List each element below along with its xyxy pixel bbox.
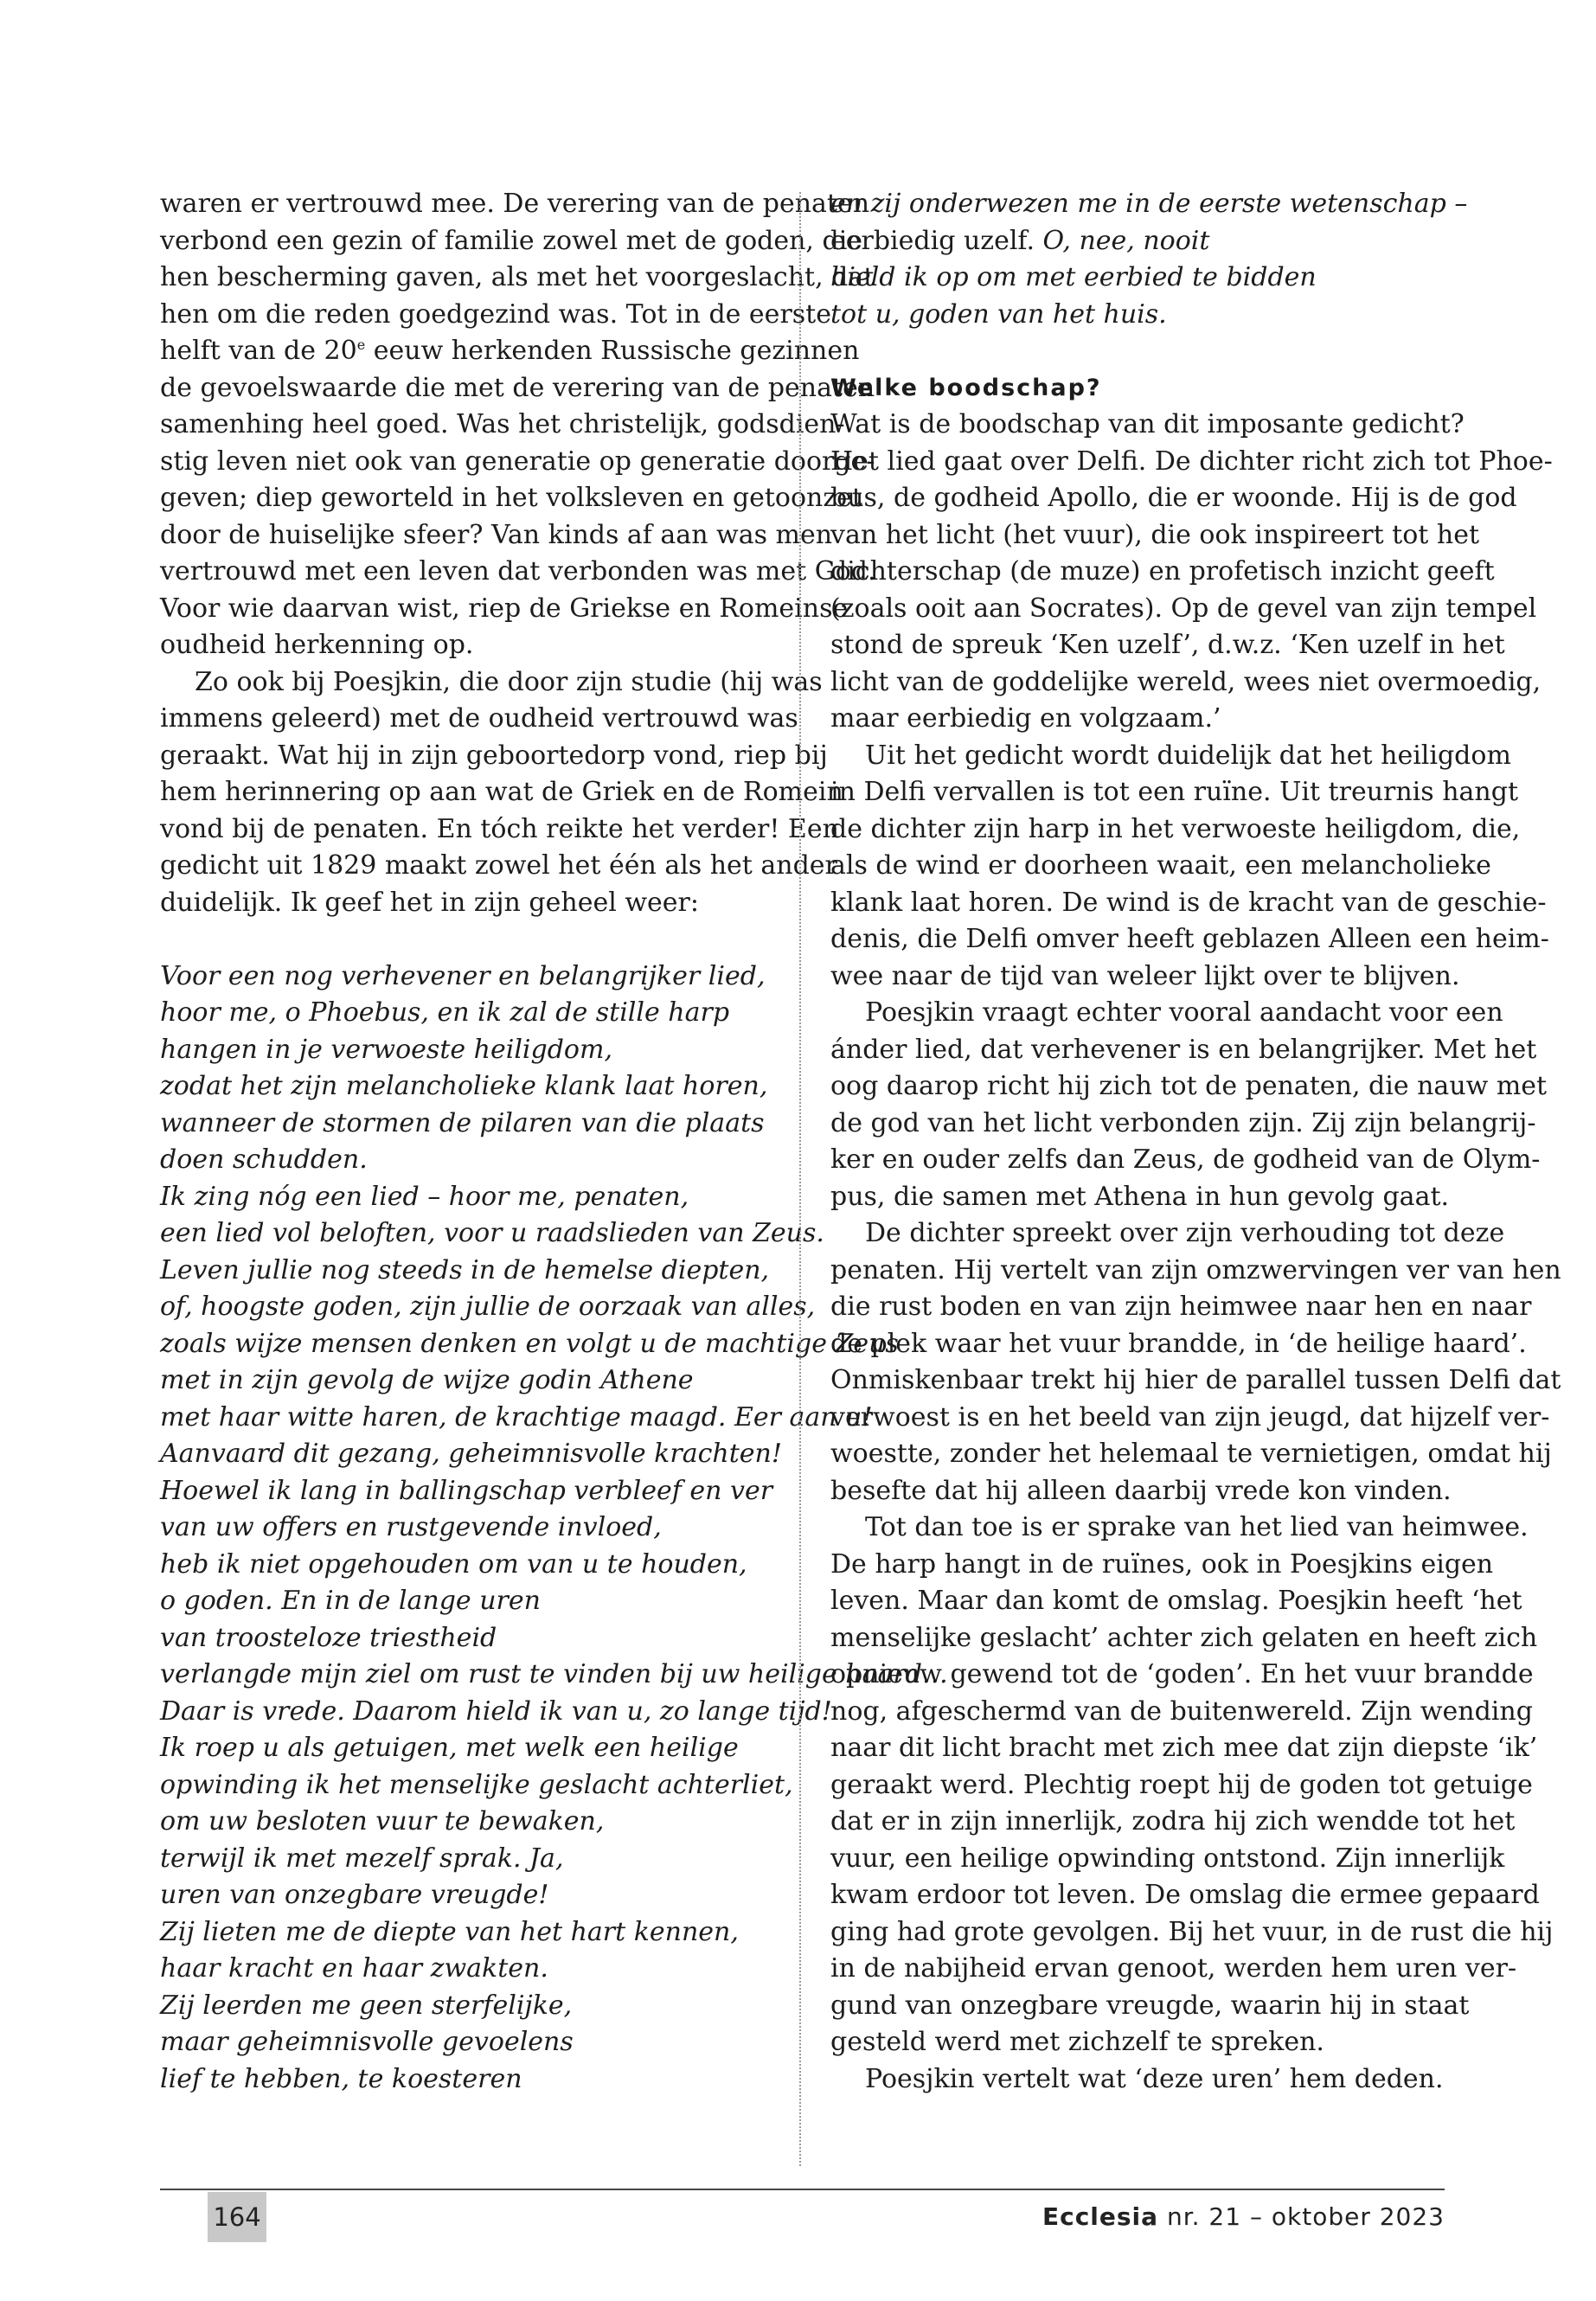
superscript: e — [356, 336, 366, 353]
column-divider — [799, 192, 801, 2166]
poem-line: Hoewel ik lang in ballingschap verbleef en ver — [160, 1475, 773, 1506]
text-line: Zo ook bij Poesjkin, die door zijn studie (hij was — [195, 666, 823, 697]
article-body — [830, 407, 1561, 2098]
text-line: stond de spreuk ‘Ken uzelf’, d.w.z. ‘Ken uzelf in het — [830, 630, 1505, 660]
text-line: menselijke geslacht’ achter zich gelaten en heeft zich — [830, 1622, 1538, 1653]
text-line: De harp hangt in de ruïnes, ook in Poesjkins eigen — [830, 1548, 1494, 1580]
text-line: die rust boden en van zijn heimwee naar hen en naar — [830, 1292, 1532, 1322]
poem-line: zoals wijze mensen denken en volgt u de machtige Zeus — [160, 1328, 899, 1359]
text-line: Poesjkin vertelt wat ‘deze uren’ hem deden. — [865, 2063, 1444, 2094]
poem-line: hangen in je verwoeste heiligdom, — [160, 1034, 612, 1065]
text-line: vuur, een heilige opwinding ontstond. Zijn innerlijk — [830, 1843, 1505, 1874]
poem-line: Aanvaard dit gezang, geheimnisvolle krachten! — [160, 1439, 782, 1469]
poem-line: of, hoogste goden, zijn jullie de oorzaak van alles, — [160, 1292, 816, 1322]
text-line: opnieuw gewend tot de ‘goden’. En het vuur brandde — [830, 1659, 1534, 1689]
text-line: besefte dat hij alleen daarbij vrede kon vinden. — [830, 1475, 1452, 1506]
text-line: klank laat horen. De wind is de kracht van de geschie- — [830, 887, 1547, 918]
text-line: als de wind er doorheen waait, een melancholieke — [830, 850, 1491, 881]
poem-line: Voor een nog verhevener en belangrijker lied, — [160, 960, 766, 991]
text-line: in de nabijheid ervan genoot, werden hem uren ver- — [830, 1953, 1517, 1984]
text-line: gund van onzegbare vreugde, waarin hij in staat — [830, 1990, 1470, 2021]
paragraph — [830, 407, 1553, 738]
text-line: bus, de godheid Apollo, die er woonde. Hij is de god — [830, 483, 1517, 513]
text-line: immens geleerd) met de oudheid vertrouwd was — [160, 703, 798, 734]
journal-name: Ecclesia — [1042, 2202, 1159, 2231]
poem-line: van troosteloze triestheid — [160, 1622, 497, 1653]
text-line: waren er vertrouwd mee. De verering van de penaten — [160, 189, 870, 219]
journal-footer — [1042, 2192, 1445, 2242]
paragraph — [830, 2061, 1445, 2099]
poem-line: lief te hebben, te koesteren — [160, 2063, 522, 2094]
text-line: wee naar de tijd van weleer lijkt over te blijven. — [830, 960, 1460, 991]
page-number: 164 — [213, 2202, 261, 2232]
poem-line: met haar witte haren, de krachtige maagd. Eer aan u! — [160, 1401, 873, 1433]
poem-line: Leven jullie nog steeds in de hemelse diepten, — [160, 1254, 770, 1285]
text-line: samenhing heel goed. Was het christelijk, godsdien- — [160, 409, 845, 439]
poem-line: terwijl ik met mezelf sprak. Ja, — [160, 1843, 564, 1874]
text-line: door de huiselijke sfeer? Van kinds af aan was men — [160, 519, 833, 550]
poem-line: wanneer de stormen de pilaren van die plaats — [160, 1107, 765, 1138]
text-line: van het licht (het vuur), die ook inspireert tot het — [830, 519, 1479, 550]
text-line: gesteld werd met zichzelf te spreken. — [830, 2027, 1324, 2057]
text-line: hem herinnering op aan wat de Griek en de Romein — [160, 777, 843, 807]
poem-line: uren van onzegbare vreugde! — [160, 1880, 549, 1910]
text-line: De dichter spreekt over zijn verhouding tot deze — [865, 1218, 1505, 1248]
text-line: stig leven niet ook van generatie op generatie doorge- — [160, 445, 875, 477]
text-line: vertrouwd met een leven dat verbonden was met God. — [160, 556, 876, 586]
poem-line: Ik zing nóg een lied – hoor me, penaten, — [160, 1181, 689, 1212]
text-line: de dichter zijn harp in het verwoeste heiligdom, die, — [830, 813, 1521, 844]
spacer — [830, 333, 1445, 370]
text-line: hen om die reden goedgezind was. Tot in de eerste — [160, 298, 831, 330]
poem-line: om uw besloten vuur te bewaken, — [160, 1806, 605, 1836]
text-line: ker en ouder zelfs dan Zeus, de godheid van de Olym- — [830, 1144, 1541, 1175]
text-line: maar eerbiedig en volgzaam.’ — [830, 703, 1221, 734]
poem-line: van uw offers en rustgevende invloed, — [160, 1512, 662, 1542]
paragraph — [830, 995, 1548, 1215]
poem-line: eerbiedig uzelf. O, nee, nooit — [830, 225, 1210, 256]
text-line: Uit het gedicht wordt duidelijk dat het heiligdom — [865, 740, 1511, 771]
text-line: Voor wie daarvan wist, riep de Griekse en Romeinse — [160, 593, 849, 624]
text-line: woestte, zonder het helemaal te vernietigen, omdat hij — [830, 1439, 1552, 1469]
poem-line: maar geheimnisvolle gevoelens — [160, 2027, 574, 2057]
text-line: naar dit licht bracht met zich mee dat zijn diepste ‘ik’ — [830, 1733, 1538, 1763]
text-line: oudheid herkenning op. — [160, 630, 474, 660]
text-line: ging had grote gevolgen. Bij het vuur, in de rust die hij — [830, 1916, 1554, 1947]
poem-continuation — [830, 186, 1468, 333]
paragraph-penaten — [160, 186, 876, 664]
text-line: de god van het licht verbonden zijn. Zij zijn belangrij- — [830, 1107, 1536, 1138]
text-line: Tot dan toe is er sprake van het lied van heimwee. — [865, 1512, 1529, 1542]
poem-line: verlangde mijn ziel om rust te vinden bij uw heilige haard… — [160, 1659, 948, 1689]
footer-rule — [160, 2189, 1445, 2190]
poem — [160, 958, 948, 2099]
text-line: Onmiskenbaar trekt hij hier de parallel tussen Delfi dat — [830, 1365, 1561, 1395]
text-line: oog daarop richt hij zich tot de penaten, die nauw met — [830, 1071, 1548, 1101]
text-line: hen bescherming gaven, als met het voorgeslacht, dat — [160, 262, 875, 292]
text-line: (zoals ooit aan Socrates). Op de gevel van zijn tempel — [830, 593, 1537, 624]
paragraph-poesjkin — [160, 664, 843, 922]
text-line-century: helft van de 20e eeuw herkenden Russische gezinnen — [160, 336, 860, 366]
text-line: dichterschap (de muze) en profetisch inzicht geeft — [830, 556, 1495, 586]
poem-line: doen schudden. — [160, 1144, 368, 1175]
poem-line: heb ik niet opgehouden om van u te houden, — [160, 1548, 747, 1580]
text-line: licht van de goddelijke wereld, wees niet overmoedig, — [830, 666, 1542, 697]
poem-line: o goden. En in de lange uren — [160, 1586, 541, 1616]
text-line: geven; diep geworteld in het volksleven en getoonzet — [160, 483, 862, 513]
poem-line: Ik roep u als getuigen, met welk een heilige — [160, 1733, 739, 1763]
spacer — [160, 921, 783, 958]
text-line: Wat is de boodschap van dit imposante gedicht? — [830, 409, 1465, 439]
text-line: verwoest is en het beeld van zijn jeugd, dat hijzelf ver- — [830, 1401, 1550, 1433]
poem-line: zodat het zijn melancholieke klank laat horen, — [160, 1071, 768, 1101]
paragraph — [830, 1509, 1554, 2061]
poem-line: hoor me, o Phoebus, en ik zal de stille harp — [160, 997, 730, 1028]
text-line: duidelijk. Ik geef het in zijn geheel weer: — [160, 887, 699, 918]
right-column — [830, 186, 1561, 2098]
poem-line: opwinding ik het menselijke geslacht achterliet, — [160, 1769, 793, 1800]
text-line: in Delfi vervallen is tot een ruïne. Uit treurnis hangt — [830, 777, 1518, 807]
text-line: de plek waar het vuur brandde, in ‘de heilige haard’. — [830, 1328, 1527, 1359]
text-line: geraakt werd. Plechtig roept hij de goden tot getuige — [830, 1769, 1533, 1800]
text-line: pus, die samen met Athena in hun gevolg gaat. — [830, 1181, 1450, 1212]
paragraph — [830, 1215, 1561, 1509]
poem-line: hield ik op om met eerbied te bidden — [830, 262, 1317, 292]
journal-issue: nr. 21 – oktober 2023 — [1158, 2202, 1445, 2231]
poem-line: met in zijn gevolg de wijze godin Athene — [160, 1365, 694, 1395]
text-line: gedicht uit 1829 maakt zowel het één als het ander — [160, 850, 837, 881]
paragraph-lines — [160, 370, 876, 664]
text-line: verbond een gezin of familie zowel met de goden, die — [160, 225, 863, 256]
text-line: nog, afgeschermd van de buitenwereld. Zijn wending — [830, 1695, 1533, 1727]
poem-line: en zij onderwezen me in de eerste wetenschap – — [830, 189, 1468, 219]
text-line: denis, die Delfi omver heeft geblazen Alleen een heim- — [830, 924, 1549, 954]
text-line: leven. Maar dan komt de omslag. Poesjkin heeft ‘het — [830, 1586, 1522, 1616]
poem-line: Zij leerden me geen sterfelijke, — [160, 1990, 573, 2021]
poem-lines — [830, 260, 1445, 333]
text-line: geraakt. Wat hij in zijn geboortedorp vond, riep bij — [160, 740, 828, 771]
text-line: kwam erdoor tot leven. De omslag die ermee gepaard — [830, 1880, 1540, 1910]
text-line: ánder lied, dat verhevener is en belangrijker. Met het — [830, 1034, 1537, 1065]
page-number-box — [208, 2192, 266, 2242]
text-line: Het lied gaat over Delfi. De dichter richt zich tot Phoe- — [830, 445, 1553, 477]
text-line: Poesjkin vraagt echter vooral aandacht voor een — [865, 997, 1503, 1028]
paragraph — [830, 738, 1549, 996]
section-heading: Welke boodschap? — [830, 374, 1102, 401]
text-line: dat er in zijn innerlijk, zodra hij zich wendde tot het — [830, 1806, 1516, 1836]
poem-line: een lied vol beloften, voor u raadslieden van Zeus. — [160, 1218, 824, 1248]
left-column — [160, 186, 948, 2098]
paragraph-lines — [160, 186, 875, 333]
poem-line: haar kracht en haar zwakten. — [160, 1953, 548, 1984]
poem-line: Zij lieten me de diepte van het hart kennen, — [160, 1916, 739, 1947]
text-line: de gevoelswaarde die met de verering van de penaten — [160, 372, 875, 403]
text-line: vond bij de penaten. En tóch reikte het verder! Een — [160, 813, 839, 844]
poem-line: Daar is vrede. Daarom hield ik van u, zo lange tijd! — [160, 1695, 832, 1727]
poem-line: tot u, goden van het huis. — [830, 298, 1167, 330]
text-line: penaten. Hij vertelt van zijn omzwervingen ver van hen — [830, 1254, 1561, 1285]
